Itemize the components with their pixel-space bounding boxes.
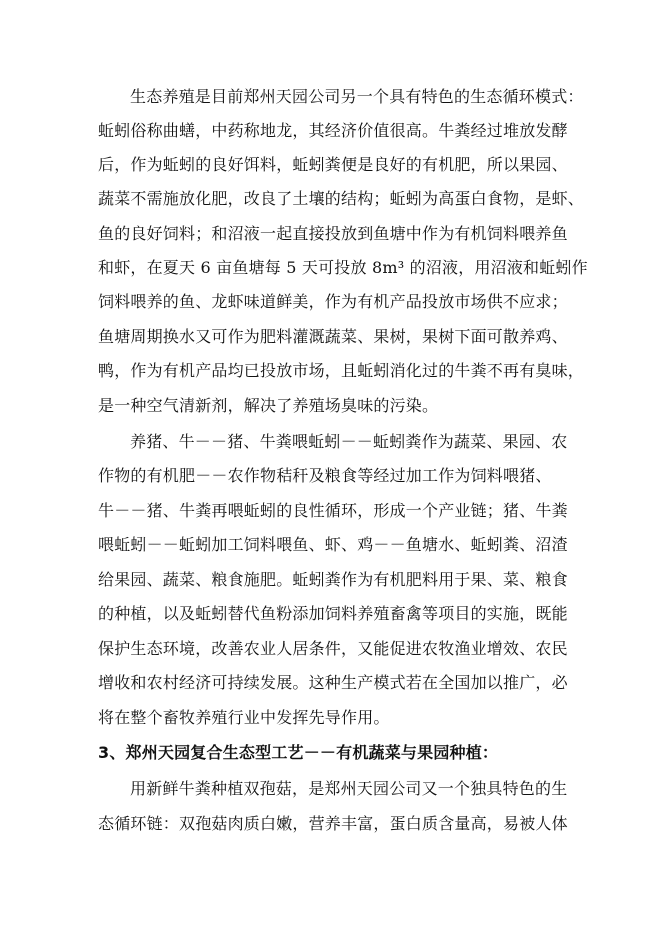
- paragraph2-line-7: 保护生态环境，改善农业人居条件，又能促进农牧渔业增效、农民: [98, 639, 568, 658]
- paragraph1-line-2: 蚯蚓俗称曲蟮，中药称地龙，其经济价值很高。牛粪经过堆放发酵: [98, 121, 568, 140]
- paragraph1-line-4: 蔬菜不需施放化肥，改良了土壤的结构；蚯蚓为高蛋白食物，是虾、: [98, 189, 585, 208]
- paragraph3-line-1: 用新鲜牛粪种植双孢菇，是郑州天园公司又一个独具特色的生: [130, 779, 568, 798]
- paragraph2-line-4: 喂蚯蚓－－蚯蚓加工饲料喂鱼、虾、鸡－－鱼塘水、蚯蚓粪、沼渣: [98, 535, 568, 554]
- paragraph2-line-3: 牛－－猪、牛粪再喂蚯蚓的良性循环，形成一个产业链；猪、牛粪: [98, 501, 568, 520]
- paragraph2-line-2: 作物的有机肥－－农作物秸秆及粮食等经过加工作为饲料喂猪、: [98, 466, 552, 485]
- paragraph1-line-7: 饲料喂养的鱼、龙虾味道鲜美，作为有机产品投放市场供不应求；: [98, 292, 568, 311]
- section-heading-3: 3、郑州天园复合生态型工艺－－有机蔬菜与果园种植：: [98, 743, 499, 762]
- paragraph2-line-6: 的种植，以及蚯蚓替代鱼粉添加饲料养殖畜禽等项目的实施，既能: [98, 604, 568, 623]
- paragraph2-line-5: 给果园、蔬菜、粮食施肥。蚯蚓粪作为有机肥料用于果、菜、粮食: [98, 570, 568, 589]
- paragraph1-line-8: 鱼塘周期换水又可作为肥料灌溉蔬菜、果树，果树下面可散养鸡、: [98, 327, 568, 346]
- paragraph2-line-8: 增收和农村经济可持续发展。这种生产模式若在全国加以推广，必: [98, 673, 568, 692]
- paragraph2-line-1: 养猪、牛－－猪、牛粪喂蚯蚓－－蚯蚓粪作为蔬菜、果园、农: [130, 432, 568, 451]
- paragraph3-line-2: 态循环链：双孢菇肉质白嫩，营养丰富，蛋白质含量高，易被人体: [98, 814, 568, 833]
- paragraph1-line-5: 鱼的良好饲料；和沼液一起直接投放到鱼塘中作为有机饲料喂养鱼: [98, 224, 568, 243]
- paragraph1-line-1: 生态养殖是目前郑州天园公司另一个具有特色的生态循环模式：: [130, 87, 584, 106]
- paragraph2-line-9: 将在整个畜牧养殖行业中发挥先导作用。: [98, 708, 390, 727]
- paragraph1-line-9: 鸭，作为有机产品均已投放市场，且蚯蚓消化过的牛粪不再有臭味，: [98, 361, 585, 380]
- paragraph1-line-6: 和虾，在夏天 6 亩鱼塘每 5 天可投放 8m³ 的沼液，用沼液和蚯蚓作: [98, 258, 588, 277]
- paragraph1-line-3: 后，作为蚯蚓的良好饵料，蚯蚓粪便是良好的有机肥，所以果园、: [98, 155, 568, 174]
- paragraph1-line-10: 是一种空气清新剂，解决了养殖场臭味的污染。: [98, 396, 439, 415]
